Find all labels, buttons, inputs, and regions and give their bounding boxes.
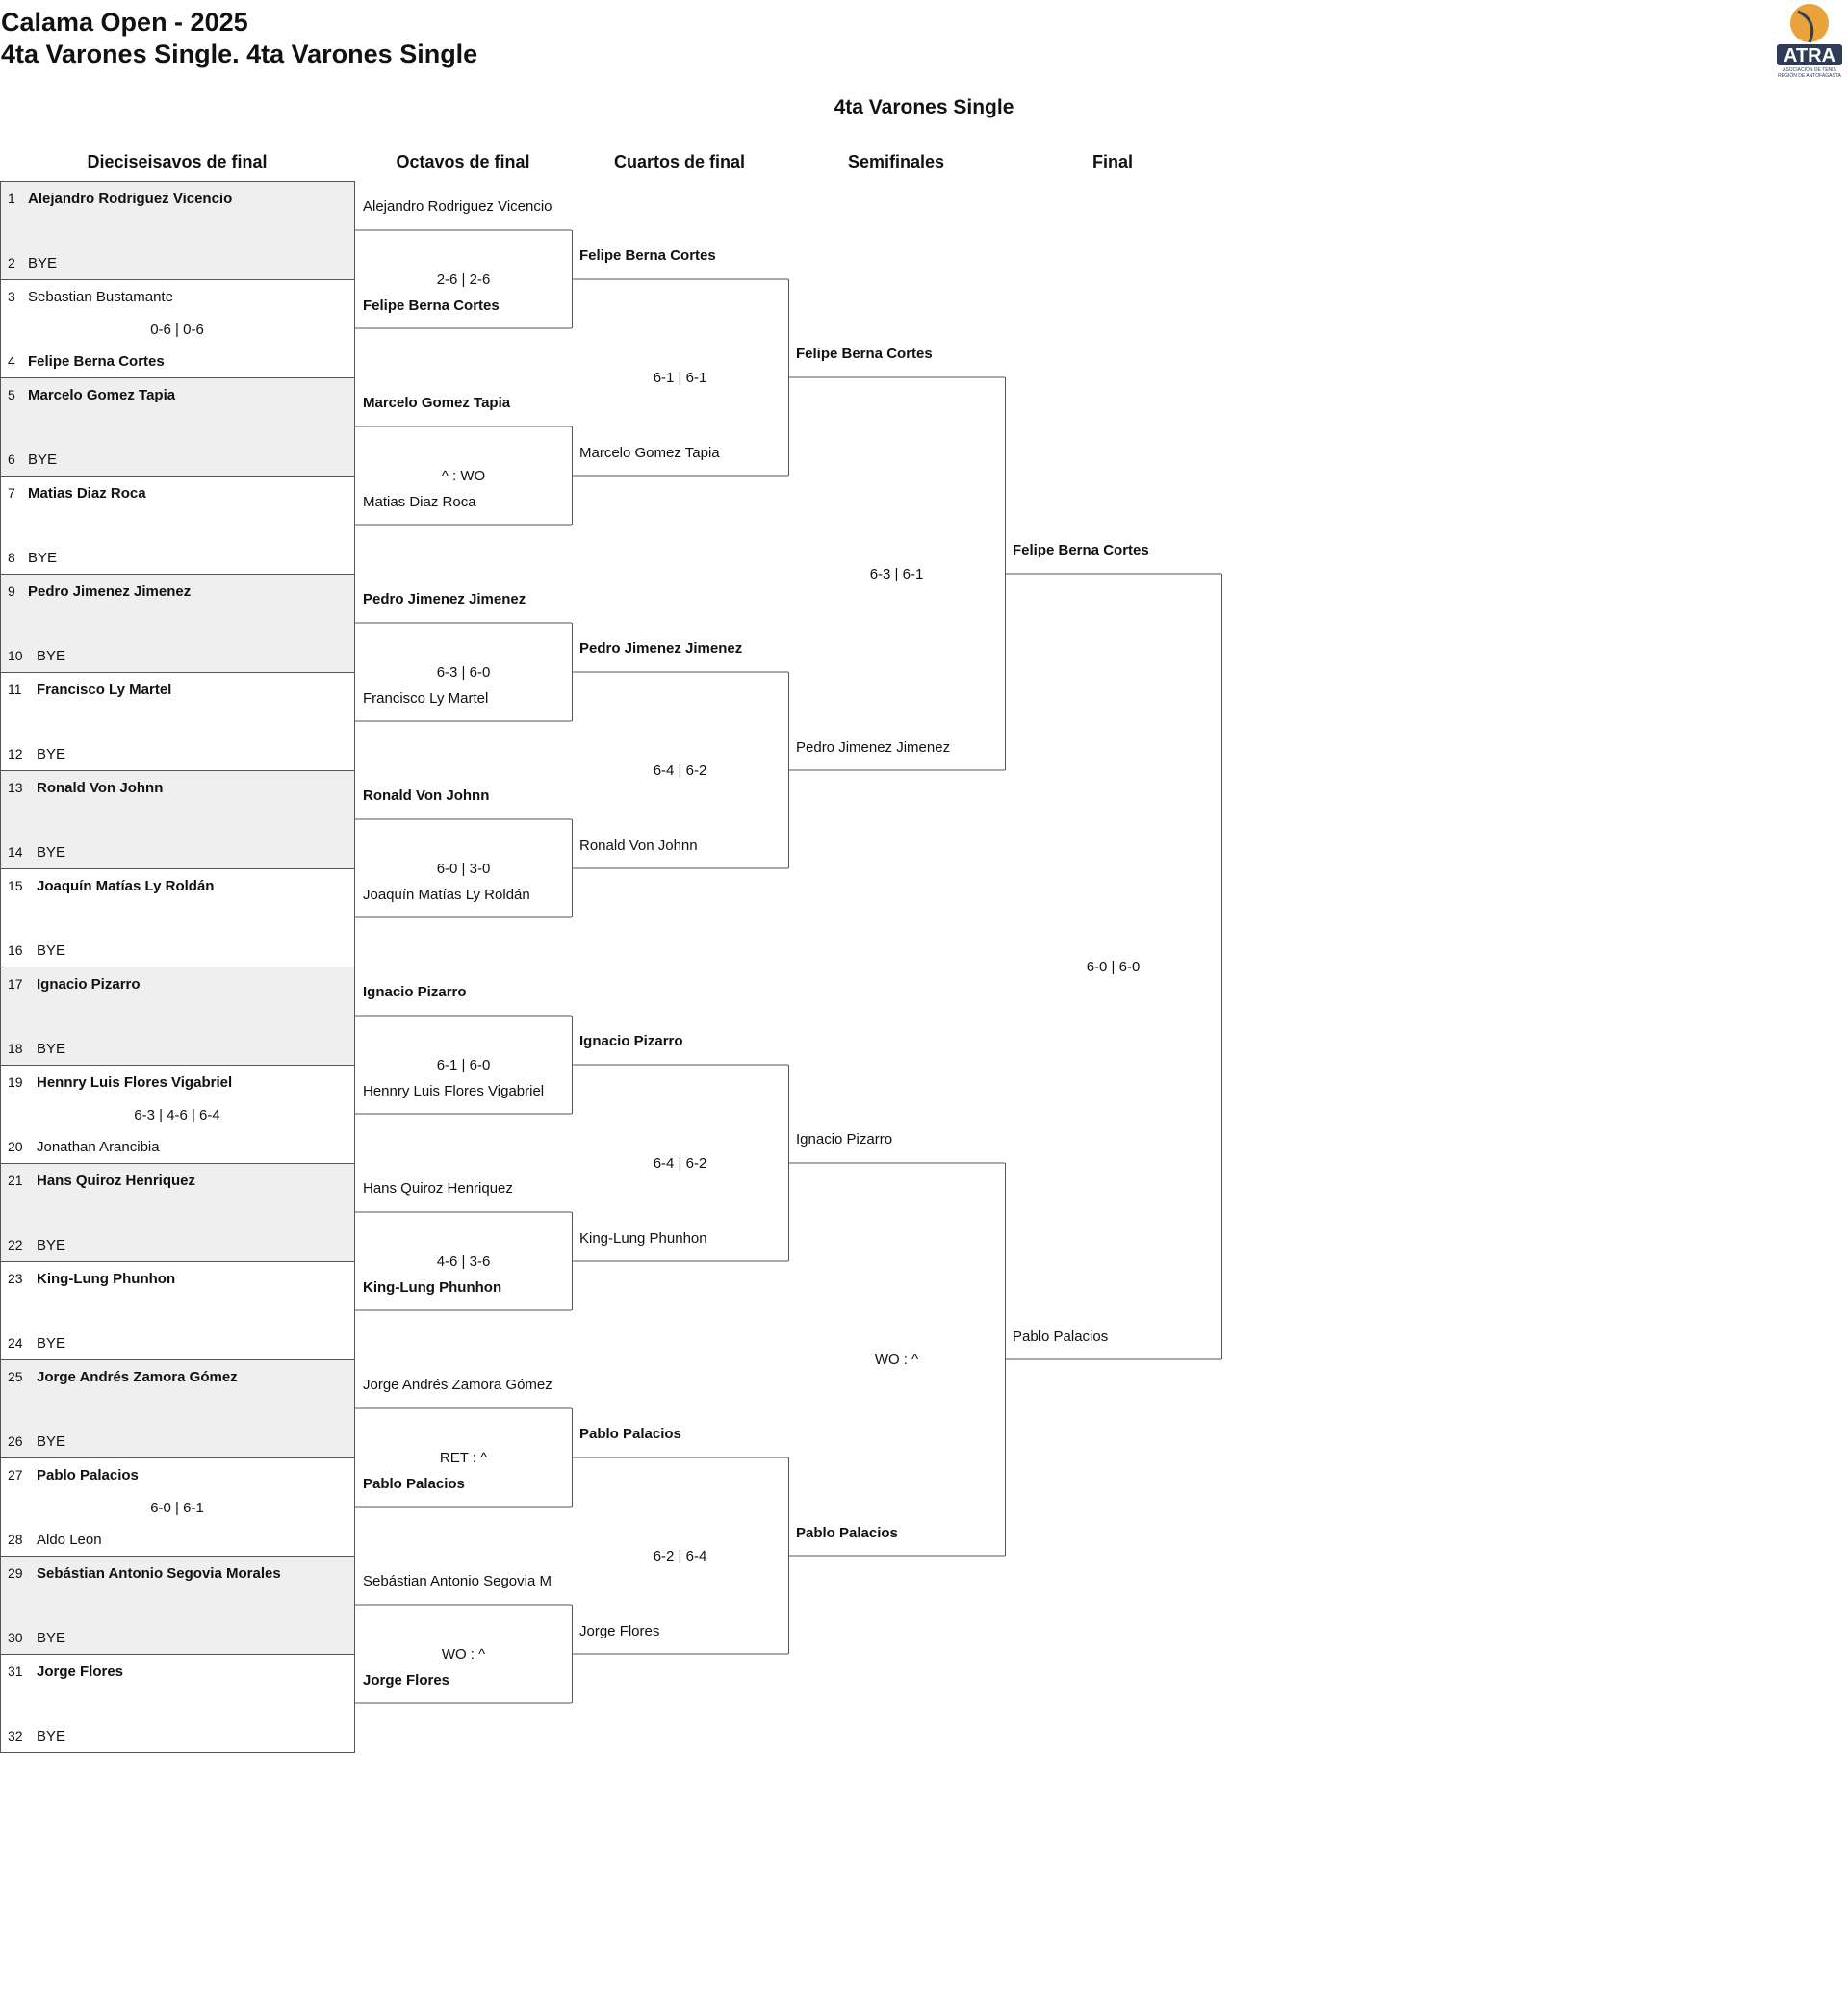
match-score: 6-3 | 4-6 | 6-4 bbox=[134, 1107, 220, 1123]
round-header: Final bbox=[1091, 152, 1134, 171]
player-name: Ignacio Pizarro bbox=[796, 1131, 893, 1148]
player-seed: 11 bbox=[8, 682, 22, 697]
player-name: Ignacio Pizarro bbox=[363, 984, 467, 1000]
match-score: WO : ^ bbox=[874, 1352, 919, 1368]
player-name: Felipe Berna Cortes bbox=[1013, 542, 1149, 558]
player-seed: 14 bbox=[8, 844, 23, 860]
player-seed: 29 bbox=[8, 1565, 23, 1581]
player-name: King-Lung Phunhon bbox=[363, 1279, 502, 1296]
player-name: Hans Quiroz Henriquez bbox=[363, 1180, 513, 1197]
player-name: Pablo Palacios bbox=[363, 1476, 465, 1492]
player-name: Sebastian Bustamante bbox=[28, 289, 173, 305]
player-name: Felipe Berna Cortes bbox=[363, 297, 500, 314]
logo-subtitle-1: ASOCIACIÓN DE TENIS bbox=[1783, 67, 1836, 73]
player-seed: 23 bbox=[8, 1271, 23, 1286]
player-seed: 10 bbox=[8, 648, 23, 663]
draw-title: 4ta Varones Single bbox=[834, 96, 1014, 118]
player-name: BYE bbox=[37, 1630, 66, 1646]
player-seed: 18 bbox=[8, 1041, 23, 1056]
player-seed: 25 bbox=[8, 1369, 23, 1384]
player-seed: 8 bbox=[8, 550, 15, 565]
player-seed: 1 bbox=[8, 191, 15, 206]
match-score: 6-4 | 6-2 bbox=[653, 762, 707, 779]
player-seed: 20 bbox=[8, 1139, 23, 1154]
match-score: 6-3 | 6-1 bbox=[869, 566, 924, 582]
match-score: 6-0 | 3-0 bbox=[436, 861, 491, 877]
player-seed: 24 bbox=[8, 1335, 23, 1351]
player-seed: 32 bbox=[8, 1728, 23, 1743]
match-score: RET : ^ bbox=[439, 1450, 488, 1466]
player-seed: 26 bbox=[8, 1433, 23, 1449]
player-seed: 4 bbox=[8, 353, 15, 369]
player-name: Jorge Flores bbox=[37, 1664, 124, 1680]
player-name: BYE bbox=[37, 746, 66, 762]
match-score: 6-2 | 6-4 bbox=[653, 1548, 707, 1564]
player-name: BYE bbox=[37, 1237, 66, 1253]
player-name: BYE bbox=[28, 550, 58, 566]
player-name: Marcelo Gomez Tapia bbox=[28, 387, 176, 403]
player-name: Alejandro Rodriguez Vicencio bbox=[363, 198, 552, 215]
player-seed: 22 bbox=[8, 1237, 23, 1252]
player-name: BYE bbox=[28, 451, 58, 468]
player-name: Pablo Palacios bbox=[796, 1525, 898, 1541]
player-name: Matias Diaz Roca bbox=[28, 485, 146, 502]
player-name: BYE bbox=[37, 844, 66, 861]
match-score: 4-6 | 3-6 bbox=[436, 1253, 491, 1270]
player-name: Pablo Palacios bbox=[579, 1426, 681, 1442]
player-seed: 7 bbox=[8, 485, 15, 501]
event-title: 4ta Varones Single. 4ta Varones Single bbox=[1, 39, 478, 68]
player-name: Sebástian Antonio Segovia M bbox=[363, 1573, 552, 1589]
player-name: Ignacio Pizarro bbox=[579, 1033, 683, 1049]
player-name: Francisco Ly Martel bbox=[363, 690, 489, 707]
player-name: Matias Diaz Roca bbox=[363, 494, 476, 510]
round-header: Semifinales bbox=[847, 152, 945, 171]
match-score: ^ : WO bbox=[441, 468, 486, 484]
player-seed: 12 bbox=[8, 746, 23, 761]
player-seed: 31 bbox=[8, 1664, 23, 1679]
round-header: Octavos de final bbox=[396, 152, 530, 171]
player-name: King-Lung Phunhon bbox=[579, 1230, 707, 1247]
player-name: Alejandro Rodriguez Vicencio bbox=[28, 191, 233, 207]
logo-subtitle-2: REGIÓN DE ANTOFAGASTA bbox=[1778, 73, 1841, 79]
player-name: Jorge Andrés Zamora Gómez bbox=[37, 1369, 238, 1385]
player-seed: 17 bbox=[8, 976, 23, 992]
match-score: 6-1 | 6-1 bbox=[653, 370, 707, 386]
player-seed: 5 bbox=[8, 387, 15, 402]
player-name: Pedro Jimenez Jimenez bbox=[579, 640, 743, 657]
player-seed: 27 bbox=[8, 1467, 23, 1483]
player-name: Hennry Luis Flores Vigabriel bbox=[37, 1074, 233, 1091]
player-name: Ignacio Pizarro bbox=[37, 976, 141, 993]
player-seed: 13 bbox=[8, 780, 23, 795]
player-seed: 30 bbox=[8, 1630, 23, 1645]
player-name: BYE bbox=[37, 1041, 66, 1057]
match-score: 6-4 | 6-2 bbox=[653, 1155, 707, 1172]
player-name: BYE bbox=[37, 1335, 66, 1352]
player-name: Jorge Flores bbox=[579, 1623, 660, 1639]
player-name: BYE bbox=[37, 648, 66, 664]
player-seed: 3 bbox=[8, 289, 15, 304]
player-name: Francisco Ly Martel bbox=[37, 682, 172, 698]
player-name: BYE bbox=[37, 1433, 66, 1450]
player-seed: 9 bbox=[8, 583, 15, 599]
player-name: Marcelo Gomez Tapia bbox=[363, 395, 511, 411]
player-name: Jorge Andrés Zamora Gómez bbox=[363, 1377, 552, 1393]
player-name: Felipe Berna Cortes bbox=[579, 247, 716, 264]
player-name: Ronald Von Johnn bbox=[579, 838, 698, 854]
logo-text: ATRA bbox=[1783, 45, 1836, 66]
player-seed: 16 bbox=[8, 942, 23, 958]
round-header: Dieciseisavos de final bbox=[87, 152, 268, 171]
player-name: Hans Quiroz Henriquez bbox=[37, 1173, 196, 1189]
match-score: 6-0 | 6-1 bbox=[150, 1500, 204, 1516]
player-name: BYE bbox=[37, 942, 66, 959]
player-seed: 2 bbox=[8, 255, 15, 271]
player-name: Pablo Palacios bbox=[37, 1467, 139, 1483]
player-name: Felipe Berna Cortes bbox=[28, 353, 165, 370]
player-name: Marcelo Gomez Tapia bbox=[579, 445, 720, 461]
match-score: 6-1 | 6-0 bbox=[436, 1057, 491, 1073]
player-seed: 21 bbox=[8, 1173, 23, 1188]
player-name: Pedro Jimenez Jimenez bbox=[363, 591, 526, 607]
player-name: Pablo Palacios bbox=[1013, 1328, 1109, 1345]
player-name: Pedro Jimenez Jimenez bbox=[796, 739, 951, 756]
player-seed: 19 bbox=[8, 1074, 23, 1090]
player-name: Joaquín Matías Ly Roldán bbox=[363, 887, 530, 903]
player-name: King-Lung Phunhon bbox=[37, 1271, 176, 1287]
match-score: 0-6 | 0-6 bbox=[150, 322, 204, 338]
player-name: Ronald Von Johnn bbox=[363, 787, 490, 804]
match-score: 2-6 | 2-6 bbox=[436, 271, 491, 288]
player-name: Hennry Luis Flores Vigabriel bbox=[363, 1083, 545, 1099]
player-seed: 28 bbox=[8, 1532, 23, 1547]
match-score: 6-0 | 6-0 bbox=[1086, 959, 1141, 975]
player-name: Ronald Von Johnn bbox=[37, 780, 164, 796]
player-name: BYE bbox=[37, 1728, 66, 1744]
player-name: Jonathan Arancibia bbox=[37, 1139, 160, 1155]
player-seed: 6 bbox=[8, 451, 15, 467]
tournament-title: Calama Open - 2025 bbox=[1, 8, 248, 37]
player-name: Pedro Jimenez Jimenez bbox=[28, 583, 192, 600]
player-name: Felipe Berna Cortes bbox=[796, 346, 933, 362]
player-seed: 15 bbox=[8, 878, 23, 893]
player-name: BYE bbox=[28, 255, 58, 271]
match-score: 6-3 | 6-0 bbox=[436, 664, 491, 681]
player-name: Joaquín Matías Ly Roldán bbox=[37, 878, 215, 894]
match-score: WO : ^ bbox=[441, 1646, 486, 1663]
round-header: Cuartos de final bbox=[613, 152, 746, 171]
player-name: Jorge Flores bbox=[363, 1672, 450, 1689]
player-name: Sebástian Antonio Segovia Morales bbox=[37, 1565, 281, 1582]
player-name: Aldo Leon bbox=[37, 1532, 102, 1548]
